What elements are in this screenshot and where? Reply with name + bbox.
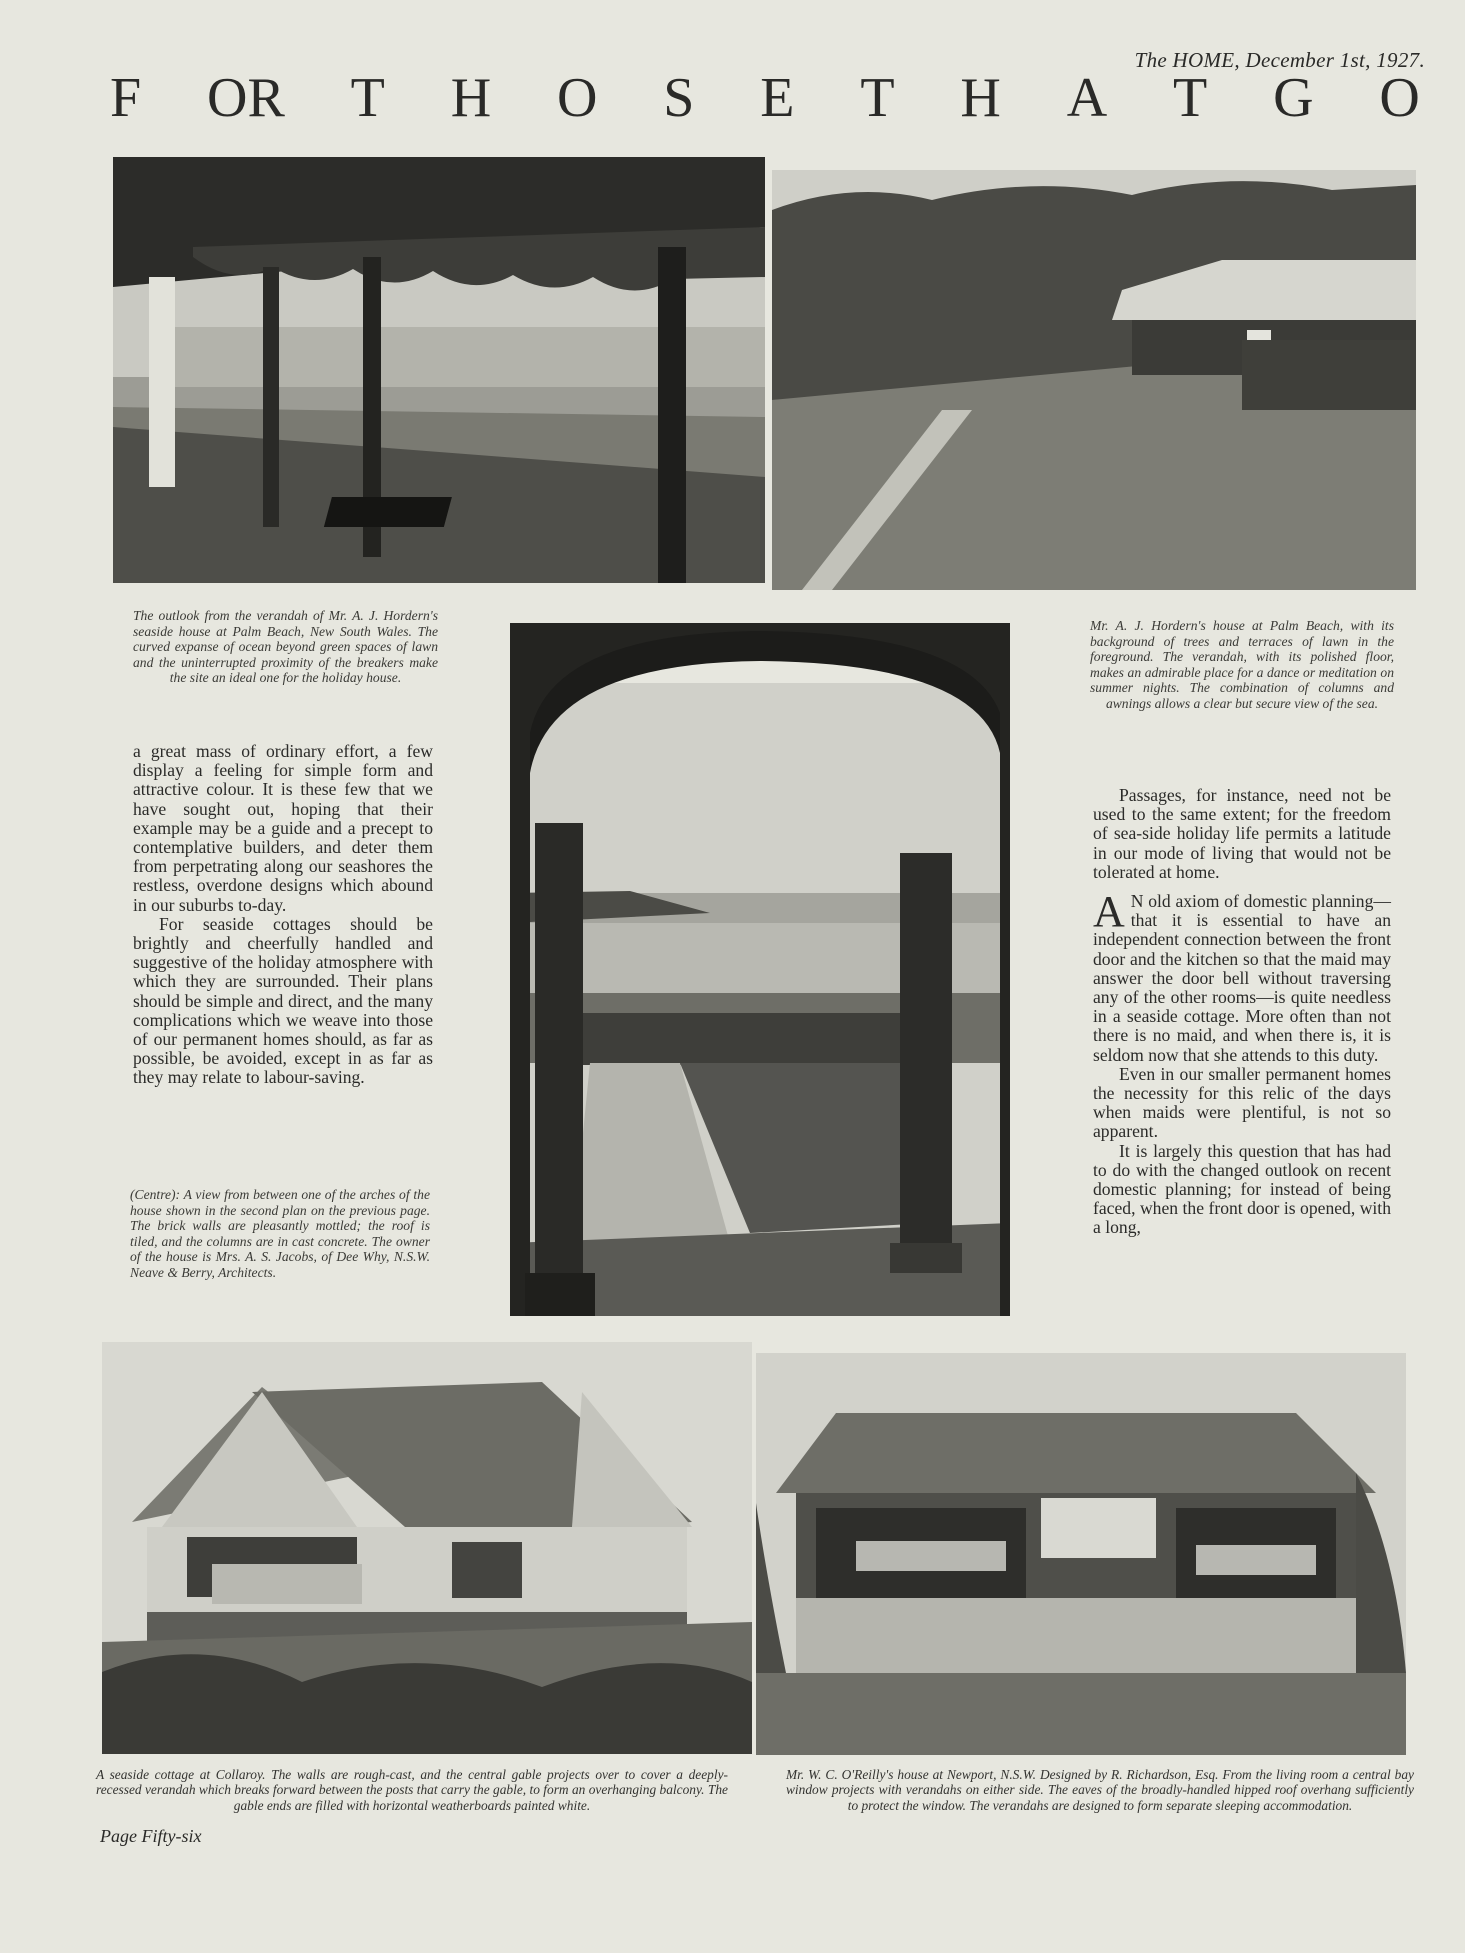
headline-letter: T <box>1173 67 1208 129</box>
right-column-text <box>1093 786 1391 1238</box>
headline-letter: E <box>760 67 795 129</box>
headline-letter: O <box>1379 67 1420 129</box>
verandah-outlook-photo <box>113 157 765 583</box>
left-paragraph: a great mass of ordinary effort, a few display a feeling for simple form and attractive colour. It is these few that we have sought out, hoping that their example may be a guide and a precept to contemplative builders, and deter them from perpetrating along our seashores the restless, overdone designs which abound in our suburbs to-day. <box>133 741 433 915</box>
collaroy-cottage-photo <box>102 1342 752 1754</box>
headline-letter: OR <box>207 67 285 129</box>
headline-letter: O <box>557 67 598 129</box>
newport-house-photo <box>756 1353 1406 1755</box>
right-paragraph: N old axiom of domestic planning—that it is essential to have an independent connection between the front door and the kitchen so that the maid may answer the door bell without traversing any of the other rooms—is quite needless in a seaside cottage. More often than not there is no maid, and when there is, it is seldom now that she attends to this duty. <box>1093 891 1391 1065</box>
caption-arch-view: (Centre): A view from between one of the arches of the house shown in the second plan on the previous page. The brick walls are pleasantly mottled; the roof is tiled, and the columns are in cast concrete. The owner of the house is Mrs. A. S. Jacobs, of Dee Why, N.S.W. Neave & Berry, Architects. <box>130 1187 430 1280</box>
right-intro: Passages, for instance, need not be used to the same extent; for the freedom of sea-side holiday life permits a latitude in our mode of living that would not be tolerated at home. <box>1093 785 1391 882</box>
hordern-house-photo <box>772 170 1416 590</box>
caption-hordern-house: Mr. A. J. Hordern's house at Palm Beach, with its background of trees and terraces of lawn in the foreground. The verandah, with its polished floor, makes an admirable place for a dance or meditation on summer nights. The combination of columns and awnings allows a clear but secure view of the sea. <box>1090 618 1394 711</box>
headline-letter: A <box>1066 67 1108 129</box>
arch-view-photo <box>510 623 1010 1316</box>
headline-letter: H <box>960 67 1001 129</box>
headline-letter: T <box>350 67 385 129</box>
left-column-text <box>133 742 433 1088</box>
headline-letter: S <box>663 67 695 129</box>
caption-verandah-outlook: The outlook from the verandah of Mr. A. J. Hordern's seaside house at Palm Beach, New South Wales. The curved expanse of ocean beyond green spaces of lawn and the uninterrupted proximity of the breakers make the site an ideal one for the holiday house. <box>133 608 438 686</box>
headline-letter: H <box>450 67 492 129</box>
drop-cap: A <box>1093 887 1125 937</box>
headline-letter: G <box>1273 67 1314 129</box>
right-paragraph: Even in our smaller permanent homes the necessity for this relic of the days when maids were plentiful, is not so apparent. <box>1093 1063 1391 1142</box>
headline-letter: T <box>860 67 895 129</box>
right-paragraph: It is largely this question that has had to do with the changed outlook on recent domestic planning; for instead of being faced, when the front door is opened, with a long, <box>1093 1140 1391 1238</box>
headline-letter: F <box>110 67 142 129</box>
page-number: Page Fifty-six <box>100 1826 202 1846</box>
left-paragraph: For seaside cottages should be brightly and cheerfully handled and suggestive of the holiday atmosphere with which they are surrounded. Their plans should be simple and direct, and the many complications which we weave into those of our permanent homes should, as far as possible, be avoided, except in as far as they may relate to labour-saving. <box>133 913 433 1088</box>
masthead: The HOME, December 1st, 1927. <box>1134 48 1425 72</box>
caption-newport-house: Mr. W. C. O'Reilly's house at Newport, N.S.W. Designed by R. Richardson, Esq. From the living room a central bay window projects with verandahs on either side. The eaves of the broadly-handled hipped roof overhang sufficiently to protect the window. The verandahs are designed to form separate sleeping accommodation. <box>786 1767 1414 1813</box>
headline <box>110 63 1420 133</box>
caption-collaroy-cottage: A seaside cottage at Collaroy. The walls are rough-cast, and the central gable projects over to cover a deeply-recessed verandah which breaks forward between the posts that carry the gable, to form an overhanging balcony. The gable ends are filled with horizontal weatherboards painted white. <box>96 1767 728 1813</box>
